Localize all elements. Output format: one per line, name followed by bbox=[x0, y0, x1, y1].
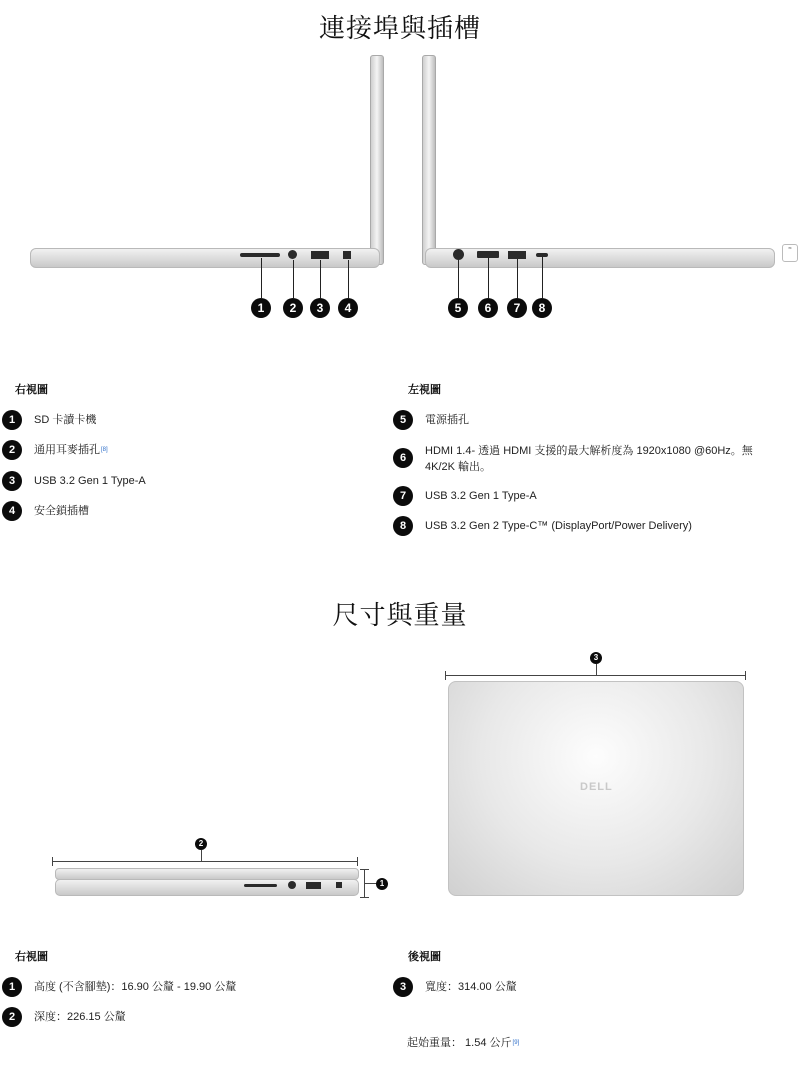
number-badge: 5 bbox=[393, 410, 413, 430]
list-item bbox=[393, 977, 517, 997]
usb-a-port bbox=[306, 882, 321, 889]
dell-logo: DELL bbox=[580, 781, 613, 793]
list-item-label: 通用耳麥插孔 bbox=[34, 444, 100, 456]
lock-slot bbox=[336, 882, 342, 888]
callout-marker: 5 bbox=[448, 298, 468, 318]
callout-marker: 4 bbox=[338, 298, 358, 318]
lock-slot bbox=[343, 251, 351, 259]
weight-label: 起始重量： 1.54 公斤 bbox=[407, 1037, 512, 1049]
depth-dimension-line bbox=[52, 861, 358, 862]
list-item-label: SD 卡讀卡機 bbox=[34, 414, 97, 426]
number-badge: 4 bbox=[2, 501, 22, 521]
back-view-heading: 後視圖 bbox=[408, 951, 441, 963]
list-item-label: USB 3.2 Gen 1 Type-A bbox=[425, 490, 537, 502]
list-item bbox=[2, 471, 146, 491]
right-view-heading: 右視圖 bbox=[15, 951, 48, 963]
dimension-tick bbox=[52, 857, 53, 866]
starting-weight bbox=[407, 1033, 519, 1051]
laptop-lid bbox=[422, 55, 436, 265]
dimension-tick bbox=[357, 857, 358, 866]
dimension-tick bbox=[445, 671, 446, 680]
leader-line bbox=[261, 258, 262, 298]
dimension-leader bbox=[596, 664, 597, 675]
audio-jack bbox=[288, 881, 296, 889]
number-badge: 8 bbox=[393, 516, 413, 536]
callout-marker: 3 bbox=[310, 298, 330, 318]
leader-line bbox=[488, 258, 489, 298]
feedback-button[interactable]: ≈ bbox=[782, 244, 798, 262]
ports-section-title: 連接埠與插槽 bbox=[318, 13, 481, 43]
hdmi-port bbox=[477, 251, 499, 258]
list-item bbox=[2, 501, 89, 521]
list-item-label: 寬度：314.00 公釐 bbox=[425, 981, 517, 993]
dimension-tick bbox=[745, 671, 746, 680]
list-item-label: 高度 (不含腳墊)：16.90 公釐 - 19.90 公釐 bbox=[34, 981, 237, 993]
sd-card-slot bbox=[244, 884, 277, 887]
list-item-label: 安全鎖插槽 bbox=[34, 505, 89, 517]
list-item bbox=[393, 486, 537, 506]
number-badge: 1 bbox=[2, 410, 22, 430]
number-badge: 2 bbox=[2, 440, 22, 460]
list-item bbox=[393, 516, 692, 536]
callout-marker: 8 bbox=[532, 298, 552, 318]
left-view-heading: 左視圖 bbox=[408, 384, 441, 396]
footnote-link[interactable]: [9] bbox=[512, 1040, 520, 1046]
callout-marker: 3 bbox=[590, 652, 602, 664]
callout-marker: 2 bbox=[283, 298, 303, 318]
number-badge: 1 bbox=[2, 977, 22, 997]
number-badge: 6 bbox=[393, 448, 413, 468]
leader-line bbox=[542, 257, 543, 298]
power-jack bbox=[453, 249, 464, 260]
list-item bbox=[2, 440, 108, 460]
callout-marker: 2 bbox=[195, 838, 207, 850]
list-item-label: USB 3.2 Gen 2 Type-C™ (DisplayPort/Power Delivery) bbox=[425, 520, 692, 532]
dimensions-section-title: 尺寸與重量 bbox=[332, 600, 468, 630]
list-item-label: 深度：226.15 公釐 bbox=[34, 1011, 126, 1023]
list-item-label: USB 3.2 Gen 1 Type-A bbox=[34, 475, 146, 487]
list-item bbox=[2, 1007, 126, 1027]
number-badge: 7 bbox=[393, 486, 413, 506]
list-item bbox=[2, 977, 236, 997]
callout-marker: 6 bbox=[478, 298, 498, 318]
number-badge: 3 bbox=[2, 471, 22, 491]
dimension-tick bbox=[360, 869, 369, 870]
leader-line bbox=[517, 259, 518, 298]
dimension-tick bbox=[360, 897, 369, 898]
callout-marker: 7 bbox=[507, 298, 527, 318]
sd-card-slot bbox=[240, 253, 280, 257]
list-item-label: HDMI 1.4- 透過 HDMI 支援的最大解析度為 1920x1080 @60Hz。無 4K/2K 輸出。 bbox=[425, 445, 753, 473]
footnote-link[interactable]: [8] bbox=[101, 447, 108, 453]
audio-jack bbox=[288, 250, 297, 259]
list-item bbox=[393, 443, 778, 475]
number-badge: 3 bbox=[393, 977, 413, 997]
leader-line bbox=[458, 260, 459, 298]
leader-line bbox=[320, 260, 321, 298]
callout-marker: 1 bbox=[251, 298, 271, 318]
callout-marker: 1 bbox=[376, 878, 388, 890]
laptop-lid bbox=[370, 55, 384, 265]
right-view-heading: 右視圖 bbox=[15, 384, 48, 396]
leader-line bbox=[348, 260, 349, 298]
list-item bbox=[393, 410, 469, 430]
dimension-leader bbox=[201, 850, 202, 861]
number-badge: 2 bbox=[2, 1007, 22, 1027]
leader-line bbox=[293, 260, 294, 298]
width-dimension-line bbox=[445, 675, 746, 676]
list-item bbox=[2, 410, 96, 430]
usb-a-port bbox=[508, 251, 526, 259]
usb-a-port bbox=[311, 251, 329, 259]
list-item-label: 電源插孔 bbox=[425, 414, 469, 426]
